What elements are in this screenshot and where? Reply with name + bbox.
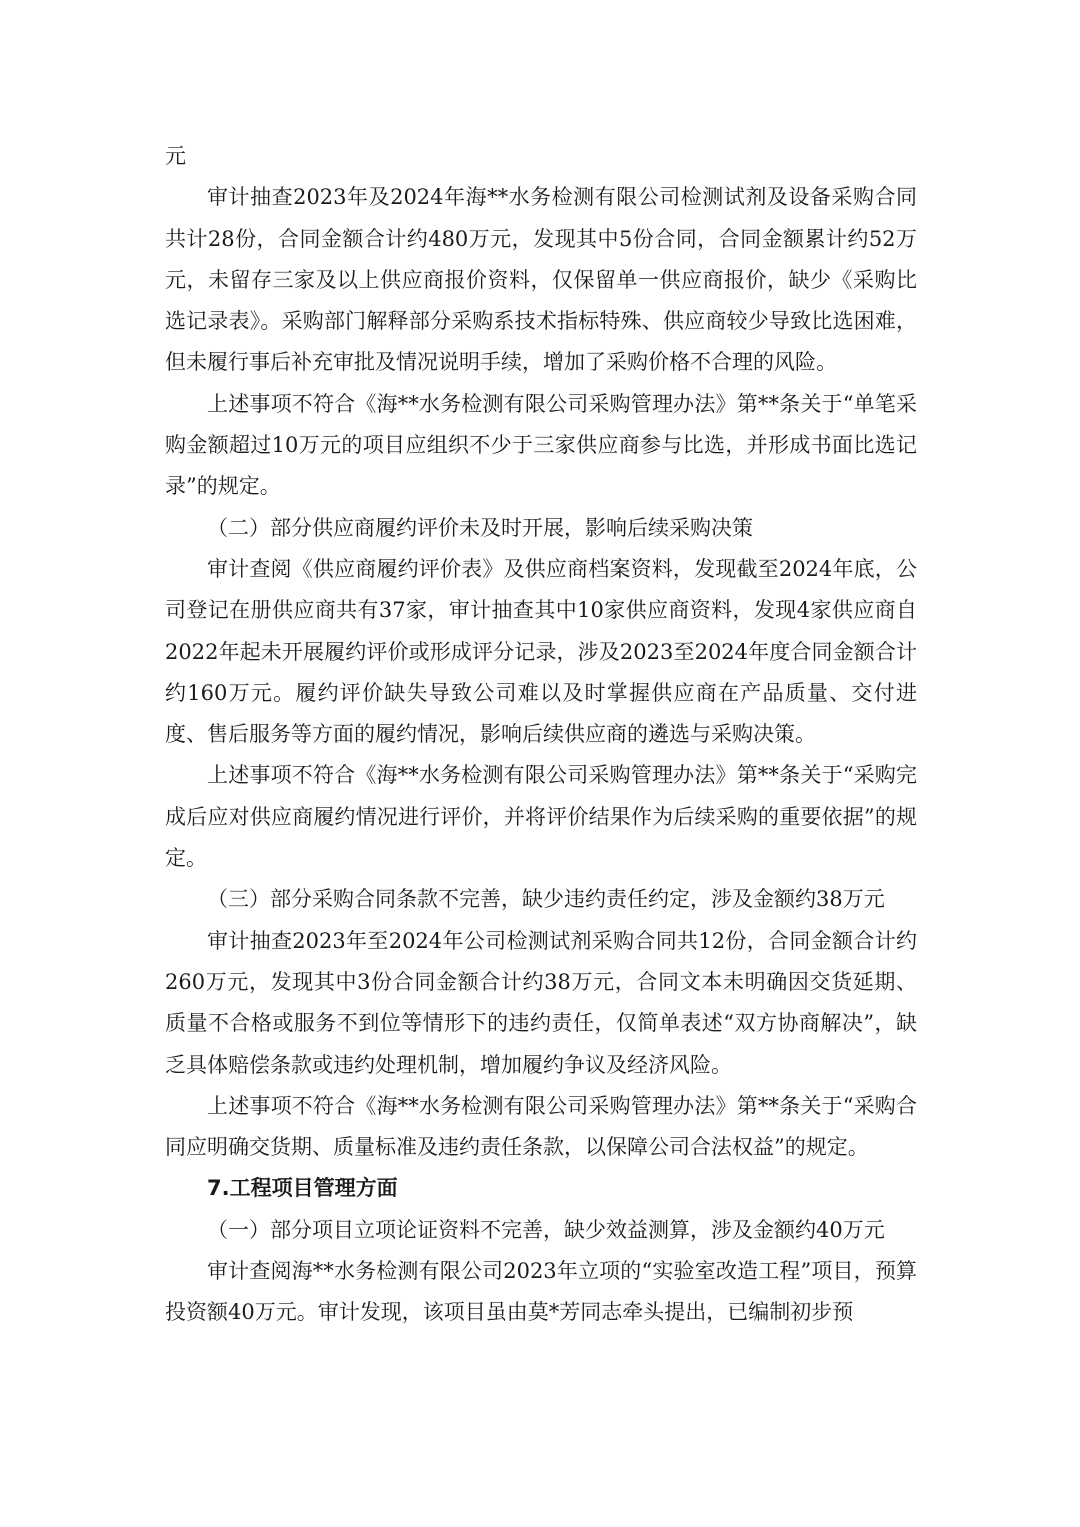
section-heading-engineering: 7.工程项目管理方面 [207,1176,398,1201]
paragraph-contract-terms: 审计抽查2023年至2024年公司检测试剂采购合同共12份，合同金额合计约260万元，发现其中3份合同金额合计约38万元，合同文本未明确因交货延期、质量不合格或服务不到位等情形下的违约责任，仅简单表述“双方协商解决”，缺乏具体赔偿条款或违约处理机制，增加履约争议及经济风险。 [165,928,917,1077]
paragraph-supplier-evaluation: 审计查阅《供应商履约评价表》及供应商档案资料，发现截至2024年底，公司登记在册供应商共有37家，审计抽查其中10家供应商资料，发现4家供应商自2022年起未开展履约评价或形成评分记录，涉及2023至2024年度合同金额合计约160万元。履约评价缺失导致公司难以及时掌握供应商在产品质量、交付进度、售后服务等方面的履约情况，影响后续供应商的遴选与采购决策。 [165,556,917,747]
document-body [165,136,917,1334]
subheading-supplier-evaluation: （二）部分供应商履约评价未及时开展，影响后续采购决策 [207,515,753,540]
paragraph-procurement-audit: 审计抽查2023年及2024年海**水务检测有限公司检测试剂及设备采购合同共计28份，合同金额合计约480万元，发现其中5份合同，合同金额累计约52万元，未留存三家及以上供应商报价资料，仅保留单一供应商报价，缺少《采购比选记录表》。采购部门解释部分采购系技术指标特殊、供应商较少导致比选困难，但未履行事后补充审批及情况说明手续，增加了采购价格不合理的风险。 [165,185,917,375]
paragraph-project-approval: 审计查阅海**水务检测有限公司2023年立项的“实验室改造工程”项目，预算投资额40万元。审计发现，该项目虽由莫*芳同志牵头提出，已编制初步预 [165,1259,917,1325]
subheading-contract-terms: （三）部分采购合同条款不完善，缺少违约责任约定，涉及金额约38万元 [207,887,885,912]
paragraph-regulation-3: 上述事项不符合《海**水务检测有限公司采购管理办法》第**条关于“采购合同应明确交货期、质量标准及违约责任条款，以保障公司合法权益”的规定。 [165,1093,917,1160]
paragraph-regulation-1: 上述事项不符合《海**水务检测有限公司采购管理办法》第**条关于“单笔采购金额超过10万元的项目应组织不少于三家供应商参与比选，并形成书面比选记录”的规定。 [165,391,917,499]
paragraph-continuation: 元 [165,144,186,168]
paragraph-regulation-2: 上述事项不符合《海**水务检测有限公司采购管理办法》第**条关于“采购完成后应对供应商履约情况进行评价，并将评价结果作为后续采购的重要依据”的规定。 [165,763,917,871]
subheading-project-approval: （一）部分项目立项论证资料不完善，缺少效益测算，涉及金额约40万元 [207,1217,885,1242]
